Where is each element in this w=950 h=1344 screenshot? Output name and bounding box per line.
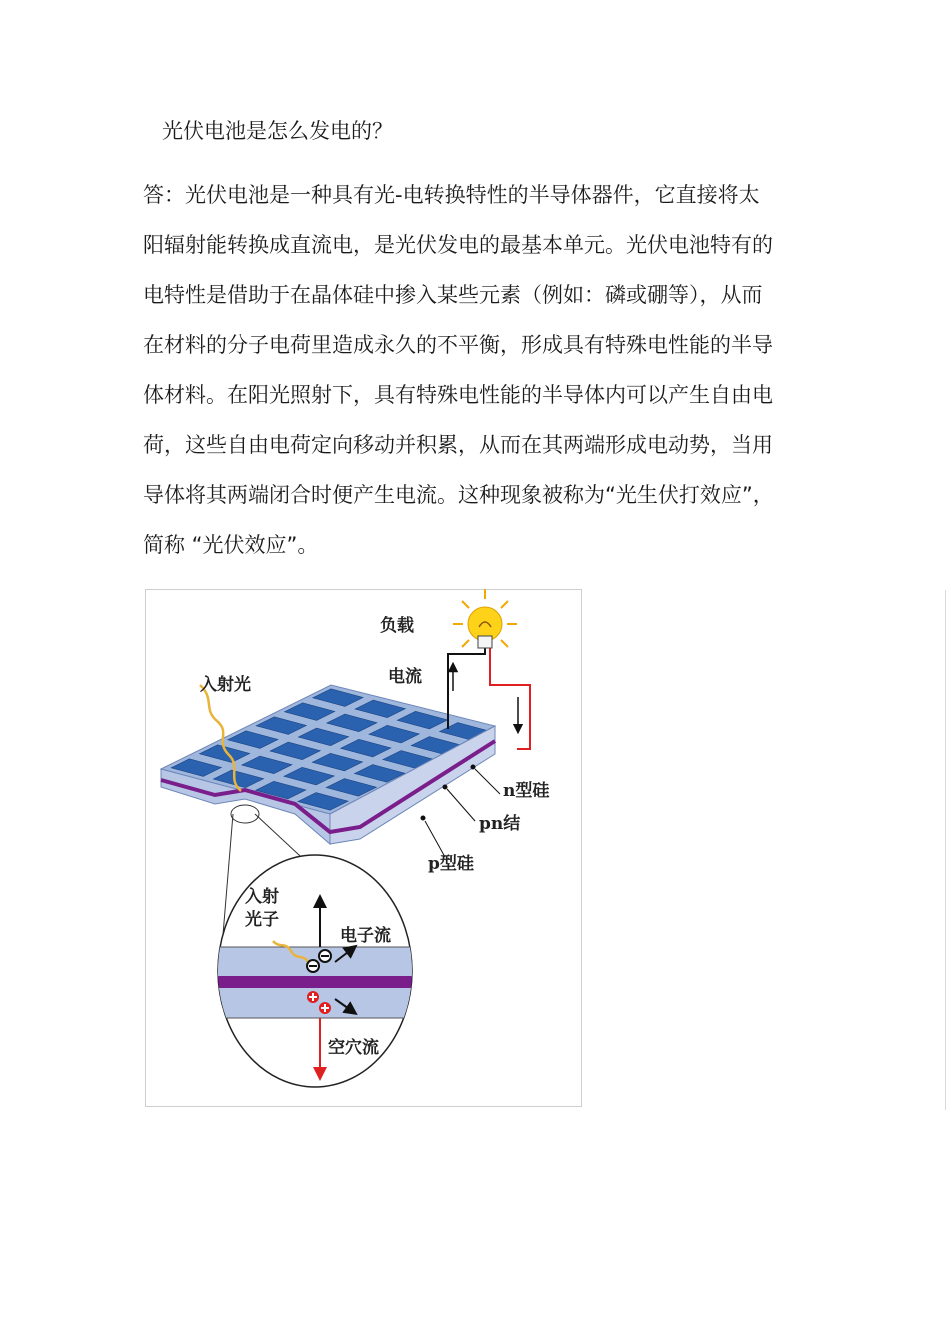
solar-cell-diagram (145, 589, 582, 1107)
n-silicon-label: n型硅 (503, 781, 550, 801)
answer-line: 答：光伏电池是一种具有光-电转换特性的半导体器件，它直接将太 (143, 183, 760, 207)
electron-flow-label: 电子流 (340, 926, 391, 946)
answer-line: 荷，这些自由电荷定向移动并积累，从而在其两端形成电动势，当用 (143, 433, 773, 457)
question-heading: 光伏电池是怎么发电的？ (162, 119, 393, 143)
p-silicon-label: p型硅 (428, 854, 474, 874)
answer-paragraph (143, 178, 813, 578)
incident-photon-label-line1: 入射 (245, 887, 279, 907)
answer-line: 在材料的分子电荷里造成永久的不平衡，形成具有特殊电性能的半导 (143, 333, 773, 357)
pn-junction-label: pn结 (479, 814, 521, 834)
answer-line: 体材料。在阳光照射下，具有特殊电性能的半导体内可以产生自由电 (143, 383, 773, 407)
answer-line: 电特性是借助于在晶体硅中掺入某些元素（例如：磷或硼等），从而 (143, 283, 763, 307)
incident-light-label: 入射光 (200, 675, 251, 695)
current-label: 电流 (388, 667, 422, 687)
incident-photon-label-line2: 光子 (245, 910, 279, 930)
answer-line: 阳辐射能转换成直流电，是光伏发电的最基本单元。光伏电池特有的 (143, 233, 773, 257)
hole-flow-label: 空穴流 (328, 1038, 379, 1058)
page-edge-divider (945, 590, 946, 1110)
answer-line: 导体将其两端闭合时便产生电流。这种现象被称为“光生伏打效应”， (143, 483, 774, 507)
load-label: 负载 (380, 616, 414, 636)
answer-line: 简称 “光伏效应”。 (143, 533, 319, 557)
